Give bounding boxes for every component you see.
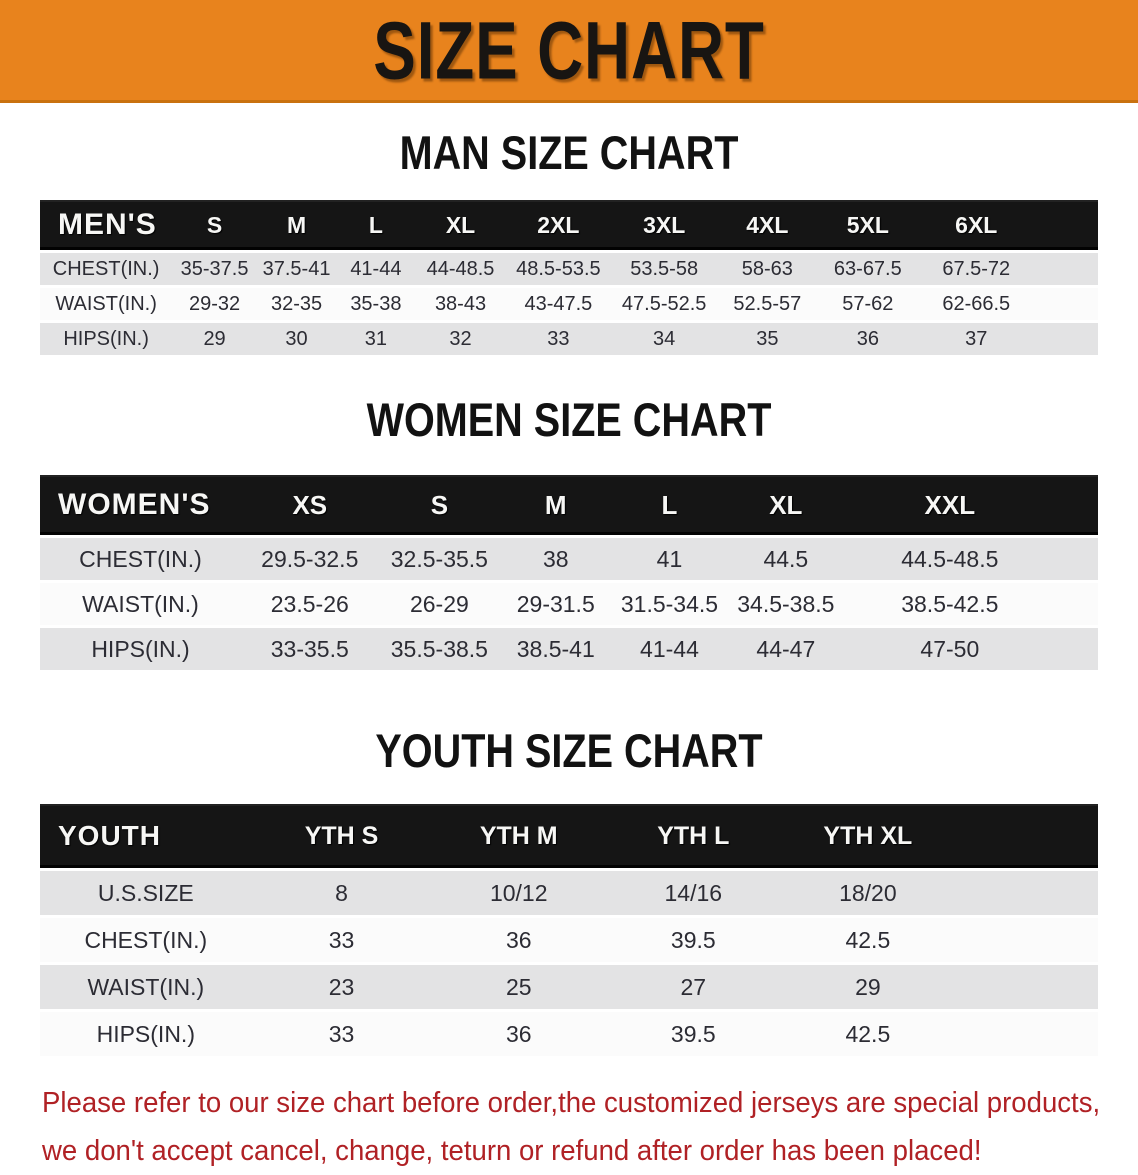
women-column-header: XS bbox=[241, 475, 379, 535]
women-column-header: L bbox=[611, 475, 727, 535]
row-filler-cell bbox=[955, 965, 1098, 1009]
youth-table-header-row bbox=[40, 804, 1098, 868]
youth-section-heading: YOUTH SIZE CHART bbox=[375, 723, 763, 778]
disclaimer bbox=[42, 1079, 1138, 1175]
women-table-header-row bbox=[40, 475, 1098, 535]
size-value-cell: 44-48.5 bbox=[416, 253, 506, 285]
men-table-header-row bbox=[40, 200, 1098, 250]
disclaimer-line-1: Please refer to our size chart before order,the customized jerseys are special products, bbox=[42, 1087, 1101, 1119]
section-men bbox=[0, 127, 1138, 358]
size-value-cell: 23.5-26 bbox=[241, 583, 379, 625]
youth-column-header: YTH L bbox=[606, 804, 781, 868]
size-value-cell: 32.5-35.5 bbox=[379, 538, 501, 580]
men-column-header: S bbox=[172, 200, 257, 250]
size-value-cell: 29.5-32.5 bbox=[241, 538, 379, 580]
row-label: WAIST(IN.) bbox=[40, 965, 252, 1009]
size-value-cell: 47-50 bbox=[844, 628, 1056, 670]
size-value-cell: 34.5-38.5 bbox=[728, 583, 844, 625]
men-size-table bbox=[40, 197, 1098, 358]
size-value-cell: 29 bbox=[172, 323, 257, 355]
men-table-row bbox=[40, 288, 1098, 320]
size-value-cell: 41-44 bbox=[611, 628, 727, 670]
size-value-cell: 58-63 bbox=[717, 253, 818, 285]
size-value-cell: 35-37.5 bbox=[172, 253, 257, 285]
row-label: CHEST(IN.) bbox=[40, 538, 241, 580]
size-value-cell: 53.5-58 bbox=[611, 253, 717, 285]
men-table-row bbox=[40, 323, 1098, 355]
row-label: U.S.SIZE bbox=[40, 871, 252, 915]
women-table-row bbox=[40, 628, 1098, 670]
men-table-row bbox=[40, 253, 1098, 285]
size-value-cell: 32 bbox=[416, 323, 506, 355]
youth-group-label: YOUTH bbox=[40, 804, 252, 868]
row-label: WAIST(IN.) bbox=[40, 288, 172, 320]
size-value-cell: 29-31.5 bbox=[500, 583, 611, 625]
size-value-cell: 38 bbox=[500, 538, 611, 580]
header-filler-cell bbox=[1034, 200, 1098, 250]
men-column-header: 3XL bbox=[611, 200, 717, 250]
youth-column-header: YTH S bbox=[252, 804, 432, 868]
size-value-cell: 42.5 bbox=[781, 918, 956, 962]
youth-size-table bbox=[40, 801, 1098, 1059]
youth-table-row bbox=[40, 1012, 1098, 1056]
size-value-cell: 36 bbox=[431, 918, 606, 962]
size-value-cell: 8 bbox=[252, 871, 432, 915]
row-filler-cell bbox=[1034, 288, 1098, 320]
size-value-cell: 34 bbox=[611, 323, 717, 355]
youth-column-header: YTH M bbox=[431, 804, 606, 868]
size-value-cell: 39.5 bbox=[606, 918, 781, 962]
women-column-header: S bbox=[379, 475, 501, 535]
size-value-cell: 48.5-53.5 bbox=[505, 253, 611, 285]
youth-table-row bbox=[40, 871, 1098, 915]
size-value-cell: 37 bbox=[918, 323, 1034, 355]
row-filler-cell bbox=[1056, 583, 1098, 625]
men-column-header: 4XL bbox=[717, 200, 818, 250]
row-label: HIPS(IN.) bbox=[40, 323, 172, 355]
section-women bbox=[0, 394, 1138, 673]
size-value-cell: 35.5-38.5 bbox=[379, 628, 501, 670]
row-label: WAIST(IN.) bbox=[40, 583, 241, 625]
row-filler-cell bbox=[1056, 628, 1098, 670]
size-value-cell: 36 bbox=[818, 323, 919, 355]
women-group-label: WOMEN'S bbox=[40, 475, 241, 535]
women-table-row bbox=[40, 538, 1098, 580]
header-filler-cell bbox=[1056, 475, 1098, 535]
size-value-cell: 27 bbox=[606, 965, 781, 1009]
size-value-cell: 67.5-72 bbox=[918, 253, 1034, 285]
size-value-cell: 44-47 bbox=[728, 628, 844, 670]
size-value-cell: 29-32 bbox=[172, 288, 257, 320]
women-size-table bbox=[40, 472, 1098, 673]
size-value-cell: 33 bbox=[505, 323, 611, 355]
youth-table-row bbox=[40, 918, 1098, 962]
men-column-header: L bbox=[336, 200, 415, 250]
size-value-cell: 36 bbox=[431, 1012, 606, 1056]
size-value-cell: 33-35.5 bbox=[241, 628, 379, 670]
banner bbox=[0, 0, 1138, 103]
men-column-header: 5XL bbox=[818, 200, 919, 250]
size-value-cell: 63-67.5 bbox=[818, 253, 919, 285]
women-column-header: XL bbox=[728, 475, 844, 535]
size-value-cell: 29 bbox=[781, 965, 956, 1009]
size-value-cell: 25 bbox=[431, 965, 606, 1009]
size-value-cell: 41-44 bbox=[336, 253, 415, 285]
size-value-cell: 10/12 bbox=[431, 871, 606, 915]
size-value-cell: 47.5-52.5 bbox=[611, 288, 717, 320]
size-value-cell: 33 bbox=[252, 1012, 432, 1056]
women-column-header: XXL bbox=[844, 475, 1056, 535]
size-value-cell: 31 bbox=[336, 323, 415, 355]
size-value-cell: 14/16 bbox=[606, 871, 781, 915]
women-section-heading: WOMEN SIZE CHART bbox=[366, 392, 772, 447]
size-value-cell: 41 bbox=[611, 538, 727, 580]
men-section-heading: MAN SIZE CHART bbox=[399, 125, 739, 180]
size-value-cell: 32-35 bbox=[257, 288, 336, 320]
women-column-header: M bbox=[500, 475, 611, 535]
men-group-label: MEN'S bbox=[40, 200, 172, 250]
disclaimer-line-2: we don't accept cancel, change, teturn or refund after order has been placed! bbox=[42, 1135, 982, 1167]
youth-column-header: YTH XL bbox=[781, 804, 956, 868]
row-filler-cell bbox=[955, 918, 1098, 962]
row-label: CHEST(IN.) bbox=[40, 253, 172, 285]
row-filler-cell bbox=[955, 871, 1098, 915]
size-value-cell: 35 bbox=[717, 323, 818, 355]
row-label: CHEST(IN.) bbox=[40, 918, 252, 962]
size-value-cell: 38.5-42.5 bbox=[844, 583, 1056, 625]
page-title: SIZE CHART bbox=[373, 4, 765, 97]
size-value-cell: 35-38 bbox=[336, 288, 415, 320]
men-column-header: XL bbox=[416, 200, 506, 250]
size-value-cell: 18/20 bbox=[781, 871, 956, 915]
size-value-cell: 38-43 bbox=[416, 288, 506, 320]
men-column-header: M bbox=[257, 200, 336, 250]
youth-table-row bbox=[40, 965, 1098, 1009]
header-filler-cell bbox=[955, 804, 1098, 868]
size-value-cell: 43-47.5 bbox=[505, 288, 611, 320]
men-column-header: 2XL bbox=[505, 200, 611, 250]
row-filler-cell bbox=[1034, 253, 1098, 285]
size-value-cell: 42.5 bbox=[781, 1012, 956, 1056]
size-value-cell: 30 bbox=[257, 323, 336, 355]
size-value-cell: 62-66.5 bbox=[918, 288, 1034, 320]
size-value-cell: 52.5-57 bbox=[717, 288, 818, 320]
size-value-cell: 44.5 bbox=[728, 538, 844, 580]
size-value-cell: 57-62 bbox=[818, 288, 919, 320]
size-value-cell: 33 bbox=[252, 918, 432, 962]
row-label: HIPS(IN.) bbox=[40, 628, 241, 670]
size-value-cell: 44.5-48.5 bbox=[844, 538, 1056, 580]
row-label: HIPS(IN.) bbox=[40, 1012, 252, 1056]
size-value-cell: 26-29 bbox=[379, 583, 501, 625]
women-table-row bbox=[40, 583, 1098, 625]
size-value-cell: 39.5 bbox=[606, 1012, 781, 1056]
size-value-cell: 31.5-34.5 bbox=[611, 583, 727, 625]
row-filler-cell bbox=[955, 1012, 1098, 1056]
row-filler-cell bbox=[1056, 538, 1098, 580]
section-youth bbox=[0, 725, 1138, 1059]
size-value-cell: 23 bbox=[252, 965, 432, 1009]
size-value-cell: 37.5-41 bbox=[257, 253, 336, 285]
men-column-header: 6XL bbox=[918, 200, 1034, 250]
size-value-cell: 38.5-41 bbox=[500, 628, 611, 670]
row-filler-cell bbox=[1034, 323, 1098, 355]
